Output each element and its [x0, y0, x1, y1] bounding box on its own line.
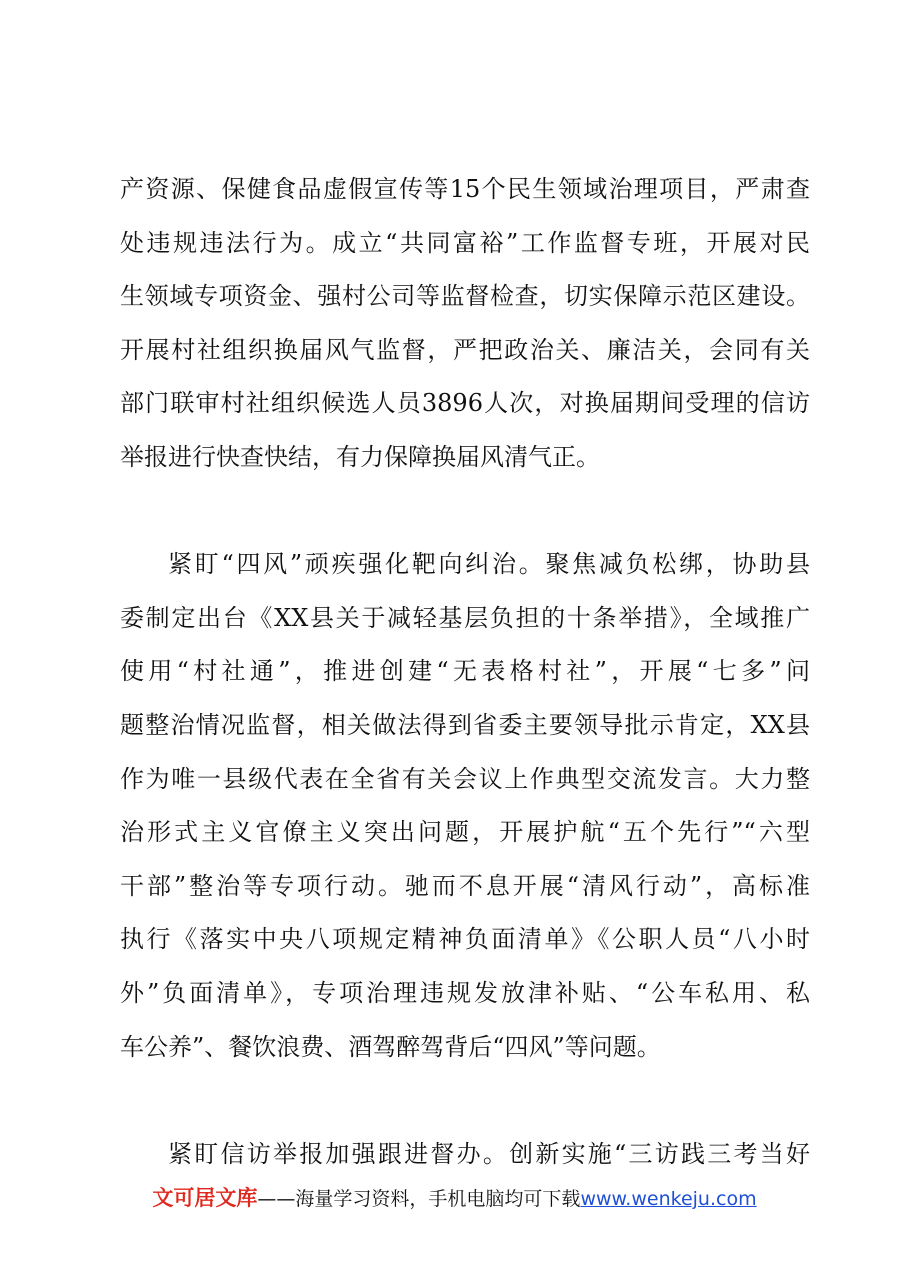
text-line: 产资源、保健食品虚假宣传等15个民生领域治理项目，严肃查: [120, 175, 810, 203]
paragraph-gap: [120, 485, 810, 539]
text-line: 生领域专项资金、强村公司等监督检查，切实保障示范区建设。: [120, 282, 810, 311]
footer-brand: 文可居文库: [152, 1186, 258, 1210]
footer-banner: [0, 1182, 909, 1212]
text-line: 治形式主义官僚主义突出问题，开展护航“五个先行”“六型: [120, 818, 810, 847]
footer-slogan: ——海量学习资料，手机电脑均可下载: [257, 1188, 581, 1210]
text-line: 处违规违法行为。成立“共同富裕”工作监督专班，开展对民: [120, 228, 810, 257]
text-line: 紧盯信访举报加强跟进督办。创新实施“三访践三考当好: [168, 1139, 810, 1168]
text-line: 开展村社组织换届风气监督，严把政治关、廉洁关，会同有关: [120, 335, 810, 364]
text-line: 外”负面清单》，专项治理违规发放津补贴、“公车私用、私: [120, 978, 810, 1007]
body-text: [120, 163, 810, 1181]
text-line: 委制定出台《XX县关于减轻基层负担的十条举措》，全域推广: [120, 603, 810, 632]
text-line: 举报进行快查快结，有力保障换届风清气正。: [120, 442, 600, 471]
text-line: 执行《落实中央八项规定精神负面清单》《公职人员“八小时: [120, 925, 810, 954]
text-line: 题整治情况监督，相关做法得到省委主要领导批示肯定，XX县: [120, 710, 810, 739]
paragraph-gap: [120, 1074, 810, 1128]
footer-link[interactable]: www.wenkeju.com: [580, 1188, 757, 1210]
text-line: 干部”整治等专项行动。驰而不息开展“清风行动”，高标准: [120, 871, 810, 900]
text-line: 车公养”、餐饮浪费、酒驾醉驾背后“四风”等问题。: [120, 1032, 661, 1061]
text-line: 紧盯“四风”顽疾强化靶向纠治。聚焦减负松绑，协助县: [168, 550, 810, 579]
text-line: 使用“村社通”，推进创建“无表格村社”，开展“七多”问: [120, 657, 810, 686]
text-line: 部门联审村社组织候选人员3896人次，对换届期间受理的信访: [120, 389, 810, 418]
text-line: 作为唯一县级代表在全省有关会议上作典型交流发言。大力整: [120, 764, 810, 793]
